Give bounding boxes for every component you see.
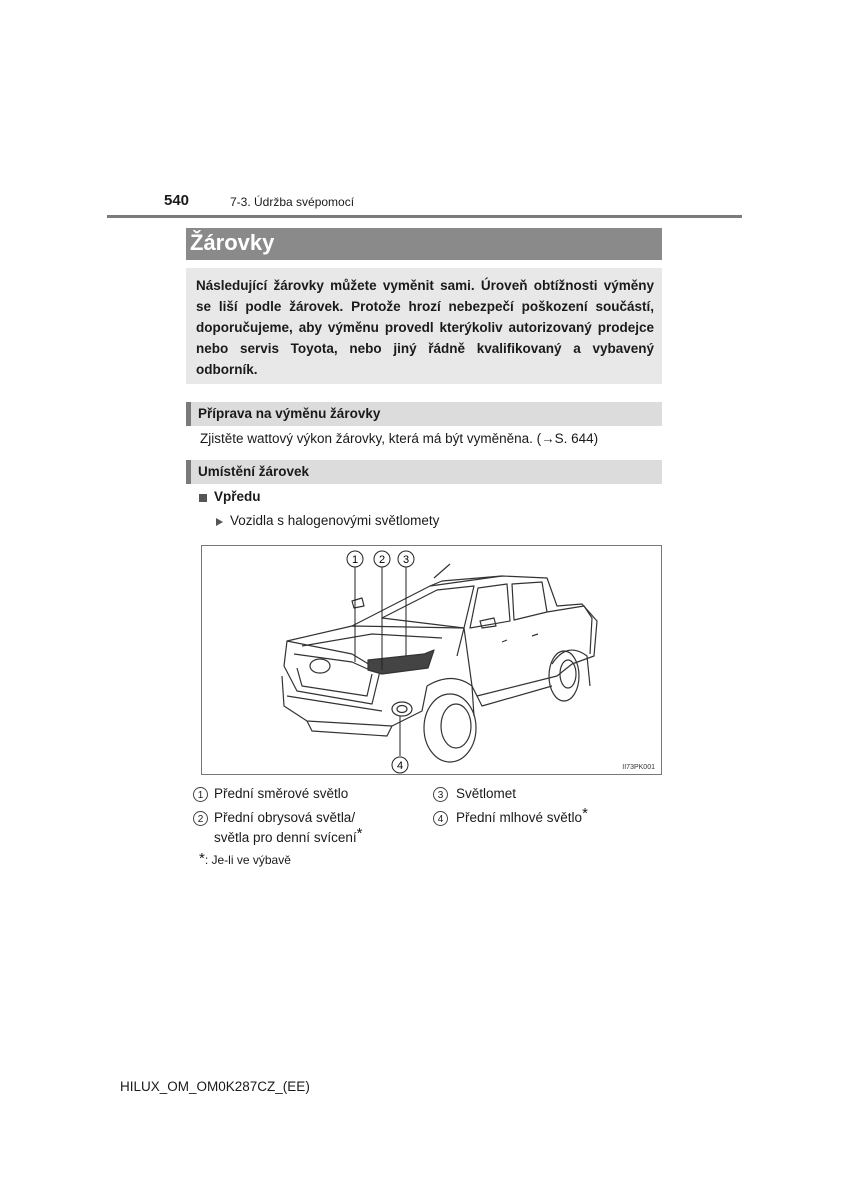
subheading-marker <box>186 460 191 484</box>
callout-3 <box>398 551 414 567</box>
vehicle-figure <box>201 545 662 775</box>
subheading-prep <box>186 402 662 426</box>
asterisk-mark: * <box>356 825 363 842</box>
front-label: Vpředu <box>214 489 261 504</box>
legend-text-2b: světla pro denní svícení <box>214 830 357 845</box>
asterisk-mark: * <box>582 805 588 822</box>
intro-box <box>186 268 662 384</box>
document-code: HILUX_OM_OM0K287CZ_(EE) <box>120 1079 310 1094</box>
legend-num-1: 1 <box>193 787 208 802</box>
section-title: Žárovky <box>190 230 275 255</box>
legend-text-3: Světlomet <box>456 786 517 801</box>
subheading-location-label: Umístění žárovek <box>198 464 310 479</box>
legend-item-4 <box>456 805 588 828</box>
subheading-prep-label: Příprava na výměnu žárovky <box>198 406 381 421</box>
figure-code: II73PK001 <box>622 764 655 771</box>
intro-text: Následující žárovky můžete vyměnit sami. Úroveň obtížnosti výměny se liší podle žárovek. Protože hrozí nebezpečí poškození součástí, doporučujeme, aby výměnu provedl kterýkoliv autorizovaný prodejce nebo servis Toyota, nebo jiný řádně kvalifikovaný a vybavený odborník. <box>196 278 654 377</box>
chapter-title: 7-3. Údržba svépomocí <box>230 195 355 209</box>
footnote <box>199 850 291 867</box>
legend-text-1: Přední směrové světlo <box>214 786 349 801</box>
square-bullet-icon <box>199 494 207 502</box>
legend-num-2: 2 <box>193 811 208 826</box>
callout-2 <box>374 551 390 567</box>
svg-text:4: 4 <box>396 760 404 772</box>
footnote-text: : Je-li ve výbavě <box>204 853 291 867</box>
legend-num-4: 4 <box>433 811 448 826</box>
section-title-bar <box>186 228 662 260</box>
prep-text: Zjistěte wattový výkon žárovky, která má být vyměněna. (→S. 644) <box>200 431 599 446</box>
svg-text:3: 3 <box>402 554 410 566</box>
header-rule <box>107 215 742 218</box>
halogen-label: Vozidla s halogenovými světlomety <box>230 513 440 528</box>
subheading-location <box>186 460 662 484</box>
page-number: 540 <box>164 192 190 209</box>
triangle-bullet-icon <box>216 518 223 526</box>
legend-text-4: Přední mlhové světlo <box>456 810 583 825</box>
svg-text:2: 2 <box>378 554 386 566</box>
callout-1 <box>347 551 363 567</box>
legend-item-2 <box>214 808 362 848</box>
pickup-truck-illustration <box>202 546 662 775</box>
legend-item-3 <box>456 784 516 804</box>
callout-4 <box>392 757 408 773</box>
svg-text:1: 1 <box>351 554 359 566</box>
legend-num-3: 3 <box>433 787 448 802</box>
subheading-marker <box>186 402 191 426</box>
legend-item-1 <box>214 784 348 804</box>
legend-text-2a: Přední obrysová světla/ <box>214 810 356 825</box>
footnote-symbol: * <box>199 850 205 867</box>
